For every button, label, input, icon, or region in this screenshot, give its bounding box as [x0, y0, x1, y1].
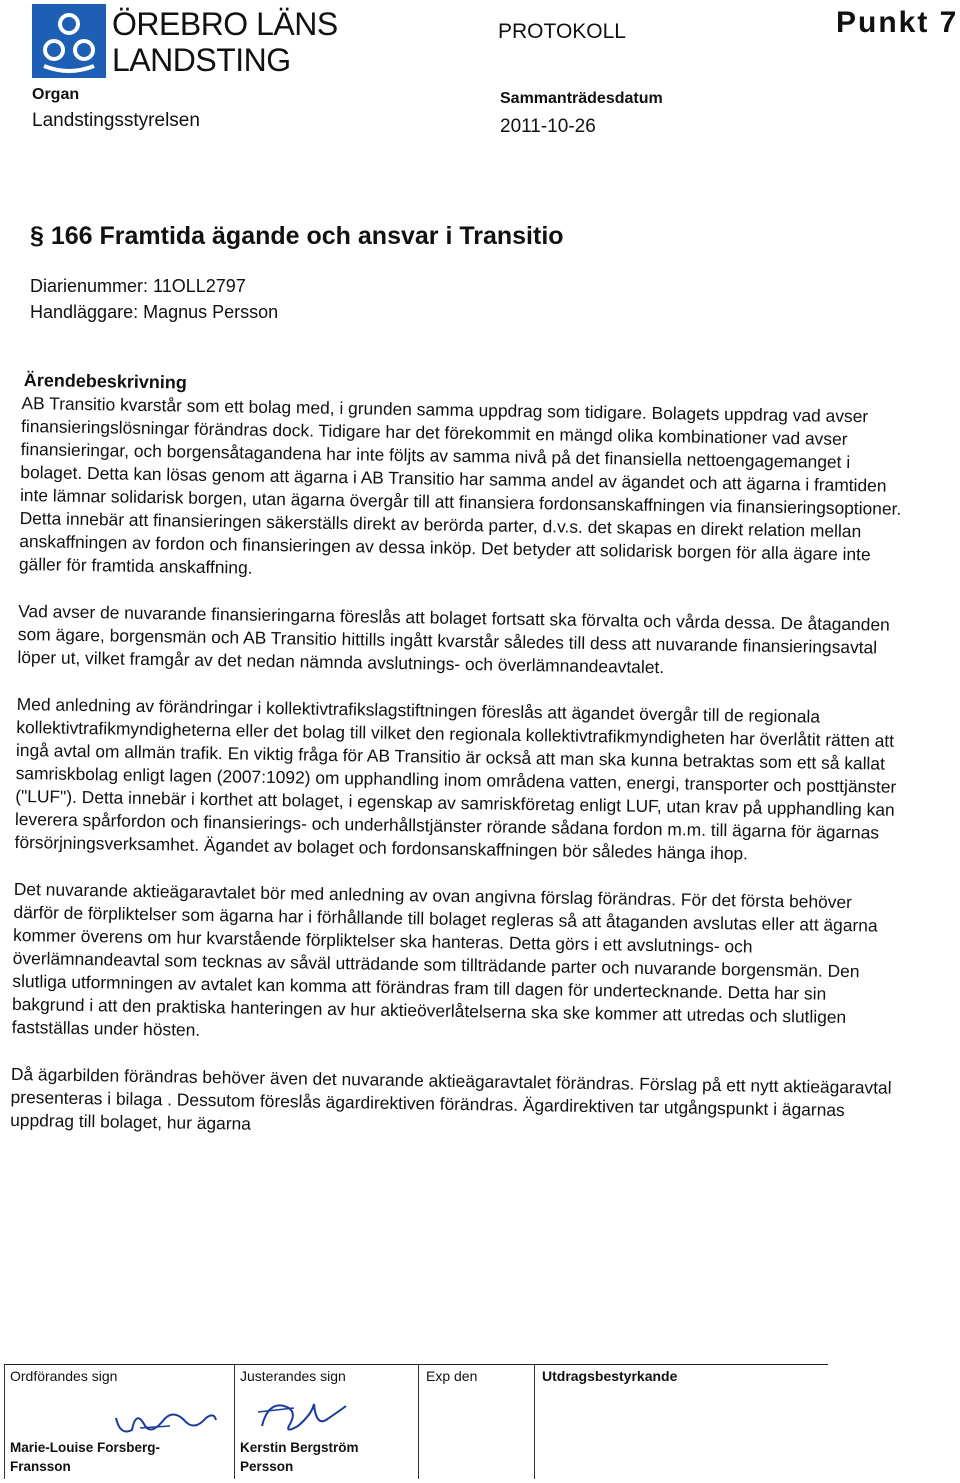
section-heading: Ärendebeskrivning — [23, 370, 188, 393]
meeting-date-value: 2011-10-26 — [500, 116, 596, 137]
chair-name: Marie-Louise Forsberg-Fransson — [10, 1440, 161, 1474]
case-officer: Handläggare: Magnus Persson — [30, 302, 279, 322]
footer-divider — [234, 1364, 235, 1479]
paragraph: AB Transitio kvarstår som ett bolag med, i grunden samma uppdrag som tidigare. Bolagets uppdrag vad avser finansieringslösningar förändras dock. Tidigare har det förekommit en mängd olika kombinationer vad avser finansieringar, och borgensåtagandena har inte följts av samma nivå på det finansiella nettoengagemanget i bolaget. Detta kan lösas genom att ägarna i AB Transitio har samma andel av ägandet och att ägarna i framtiden inte lämnar solidarisk borgen, utan ägarna övergår till att finansiera fordonsanskaffningen via finansieringsoptioner. Detta innebär att finansieringen säkerställs direkt av berörda parter, d.v.s. det skapas en direkt relation mellan anskaffningen av fordon och finansieringen av dessa inköp. Det betyder att solidarisk borgen för alla ägare inte gäller för framtida anskaffning. — [18, 392, 902, 578]
expedition-date-label: Exp den — [426, 1368, 478, 1384]
extract-certified-label: Utdragsbestyrkande — [542, 1368, 678, 1384]
agenda-item-number: Punkt 7 — [836, 6, 959, 39]
organization-name-line1: ÖREBRO LÄNS — [112, 6, 338, 42]
footer-divider — [418, 1364, 419, 1479]
organization-name-line2: LANDSTING — [112, 42, 291, 78]
landsting-logo — [32, 4, 106, 78]
organ-value: Landstingsstyrelsen — [32, 110, 200, 131]
adjuster-name: Kerstin Bergström Persson — [240, 1440, 359, 1474]
paragraph: Med anledning av förändringar i kollektivtrafikslagstiftningen föreslås att ägandet övergår till de regionala kollektivtrafikmyndigheterna eller det bolag till vilket den regionala kollektivtrafikmyndigheten har överlåtit rätten att ingå avtal om allmän trafik. En viktig fråga för AB Transitio är också att man ska kunna betraktas som ett så kallat samriskbolag enligt lagen (2007:1092) om upphandling inom områdena vatten, energi, transporter och posttjänster ("LUF"). Detta innebär i korthet att bolaget, i egenskap av samriskföretag enligt LUF, utan krav på upphandling kan leverera spårfordon och finansierings- och underhållstjänster rörande sådana fordon m.m. till ägarna för ägarnas försörjningsverksamhet. Ägandet av bolaget och fordonsanskaffningen bör således hänga ihop. — [14, 693, 897, 864]
chair-sign-label: Ordförandes sign — [10, 1368, 118, 1384]
organ-label: Organ — [32, 86, 80, 103]
signature-footer — [0, 1364, 960, 1483]
meeting-date-label: Sammanträdesdatum — [500, 90, 663, 107]
page-title: § 166 Framtida ägande och ansvar i Transitio — [30, 222, 564, 250]
organization-name — [112, 6, 338, 78]
adjuster-signature — [254, 1396, 354, 1440]
footer-divider — [4, 1364, 5, 1479]
footer-divider — [534, 1364, 535, 1479]
paragraph: Vad avser de nuvarande finansieringarna föreslås att bolaget fortsatt ska förvalta och vårda dessa. De åtaganden som ägare, borgensmän och AB Transitio hittills ingått kvarstår således till dess att nuvarande finansieringsavtal löper ut, vilket framgår av det nedan nämnda avslutnings- och överlämnandeavtalet. — [17, 600, 890, 678]
paragraph: Då ägarbilden förändras behöver även det nuvarande aktieägaravtalet förändras. Förslag på ett nytt aktieägaravtal presenteras i bilaga . Dessutom föreslås ägardirektiven förändras. Ägardirektiven tar utgångspunkt i ägarnas uppdrag till bolaget, hur ägarna — [10, 1063, 892, 1134]
document-type: PROTOKOLL — [498, 20, 626, 43]
registration-number: Diarienummer: 11OLL2797 — [30, 276, 246, 296]
document-body — [10, 370, 904, 1170]
adjuster-sign-label: Justerandes sign — [240, 1368, 346, 1384]
chair-signature — [110, 1400, 220, 1440]
paragraph: Det nuvarande aktieägaravtalet bör med anledning av ovan angivna förslag förändras. För det första behöver därför de förpliktelser som ägarna har i förhållande till bolaget regleras så att åtaganden avslutas eller att ägarna kommer överens om hur kvarstående förpliktelser ska hanteras. Detta görs i ett avslutnings- och överlämnandeavtal som tecknas av såväl utträdande som tillträdande parter och nuvarande borgensmän. Den slutliga utformningen av avtalet kan komma att förändras fram till dagen för undertecknande. Detta har sin bakgrund i att den praktiska hanteringen av hur aktieöverlåtelserna ska ske kommer att utredas och slutligen fastställas under hösten. — [11, 878, 878, 1040]
footer-rule — [4, 1364, 828, 1365]
